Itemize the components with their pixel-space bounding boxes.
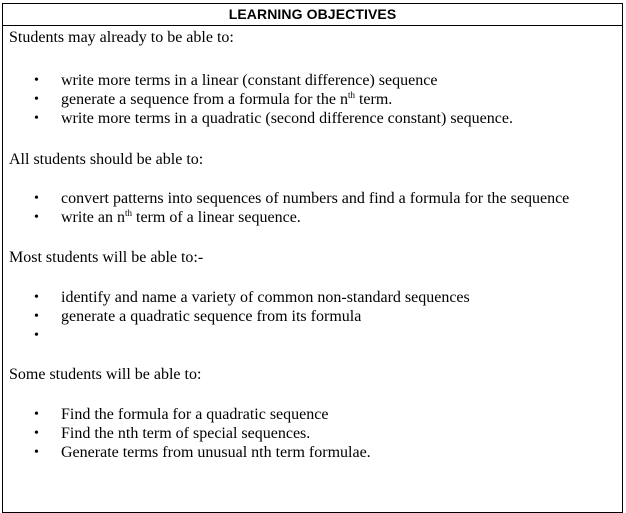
list-item: • generate a sequence from a formula for the $n^{th}$ term. xyxy=(34,90,393,108)
list-item: • write an $n^{th}$ term of a linear sequence. xyxy=(34,208,301,226)
bullet-icon: • xyxy=(34,309,39,324)
bullet-icon: • xyxy=(34,407,39,422)
list-item: • Find the formula for a quadratic sequence xyxy=(34,406,329,423)
page-title: LEARNING OBJECTIVES xyxy=(228,6,397,22)
bullet-list-some xyxy=(9,405,622,462)
bullet-icon: • xyxy=(34,210,39,225)
section-lead-prior: Students may already to be able to: xyxy=(9,29,234,46)
list-item: • convert patterns into sequences of numbers and find a formula for the sequence xyxy=(34,190,570,207)
bullet-icon: • xyxy=(34,328,39,343)
list-item: • Generate terms from unusual nth term formulae. xyxy=(34,444,371,461)
objectives-table xyxy=(2,3,623,513)
section-lead-most: Most students will be able to:- xyxy=(9,249,204,266)
bullet-icon: • xyxy=(34,73,39,88)
bullet-icon: • xyxy=(34,426,39,441)
bullet-list-all xyxy=(9,189,622,227)
list-item: • Find the nth term of special sequences. xyxy=(34,425,311,442)
bullet-list-prior xyxy=(9,71,622,128)
objectives-content xyxy=(3,28,622,462)
list-item: • identify and name a variety of common non-standard sequences xyxy=(34,289,470,306)
bullet-icon: • xyxy=(34,111,39,126)
table-header xyxy=(3,4,622,26)
bullet-icon: • xyxy=(34,445,39,460)
bullet-icon: • xyxy=(34,92,39,107)
list-item: • generate a quadratic sequence from its formula xyxy=(34,308,362,325)
bullet-icon: • xyxy=(34,290,39,305)
list-item: • write more terms in a quadratic (second difference constant) sequence. xyxy=(34,110,513,127)
section-lead-all: All students should be able to: xyxy=(9,151,204,168)
section-lead-some: Some students will be able to: xyxy=(9,366,202,383)
list-item: • write more terms in a linear (constant difference) sequence xyxy=(34,72,438,89)
list-item xyxy=(9,326,622,345)
bullet-list-most xyxy=(9,288,622,345)
bullet-icon: • xyxy=(34,191,39,206)
